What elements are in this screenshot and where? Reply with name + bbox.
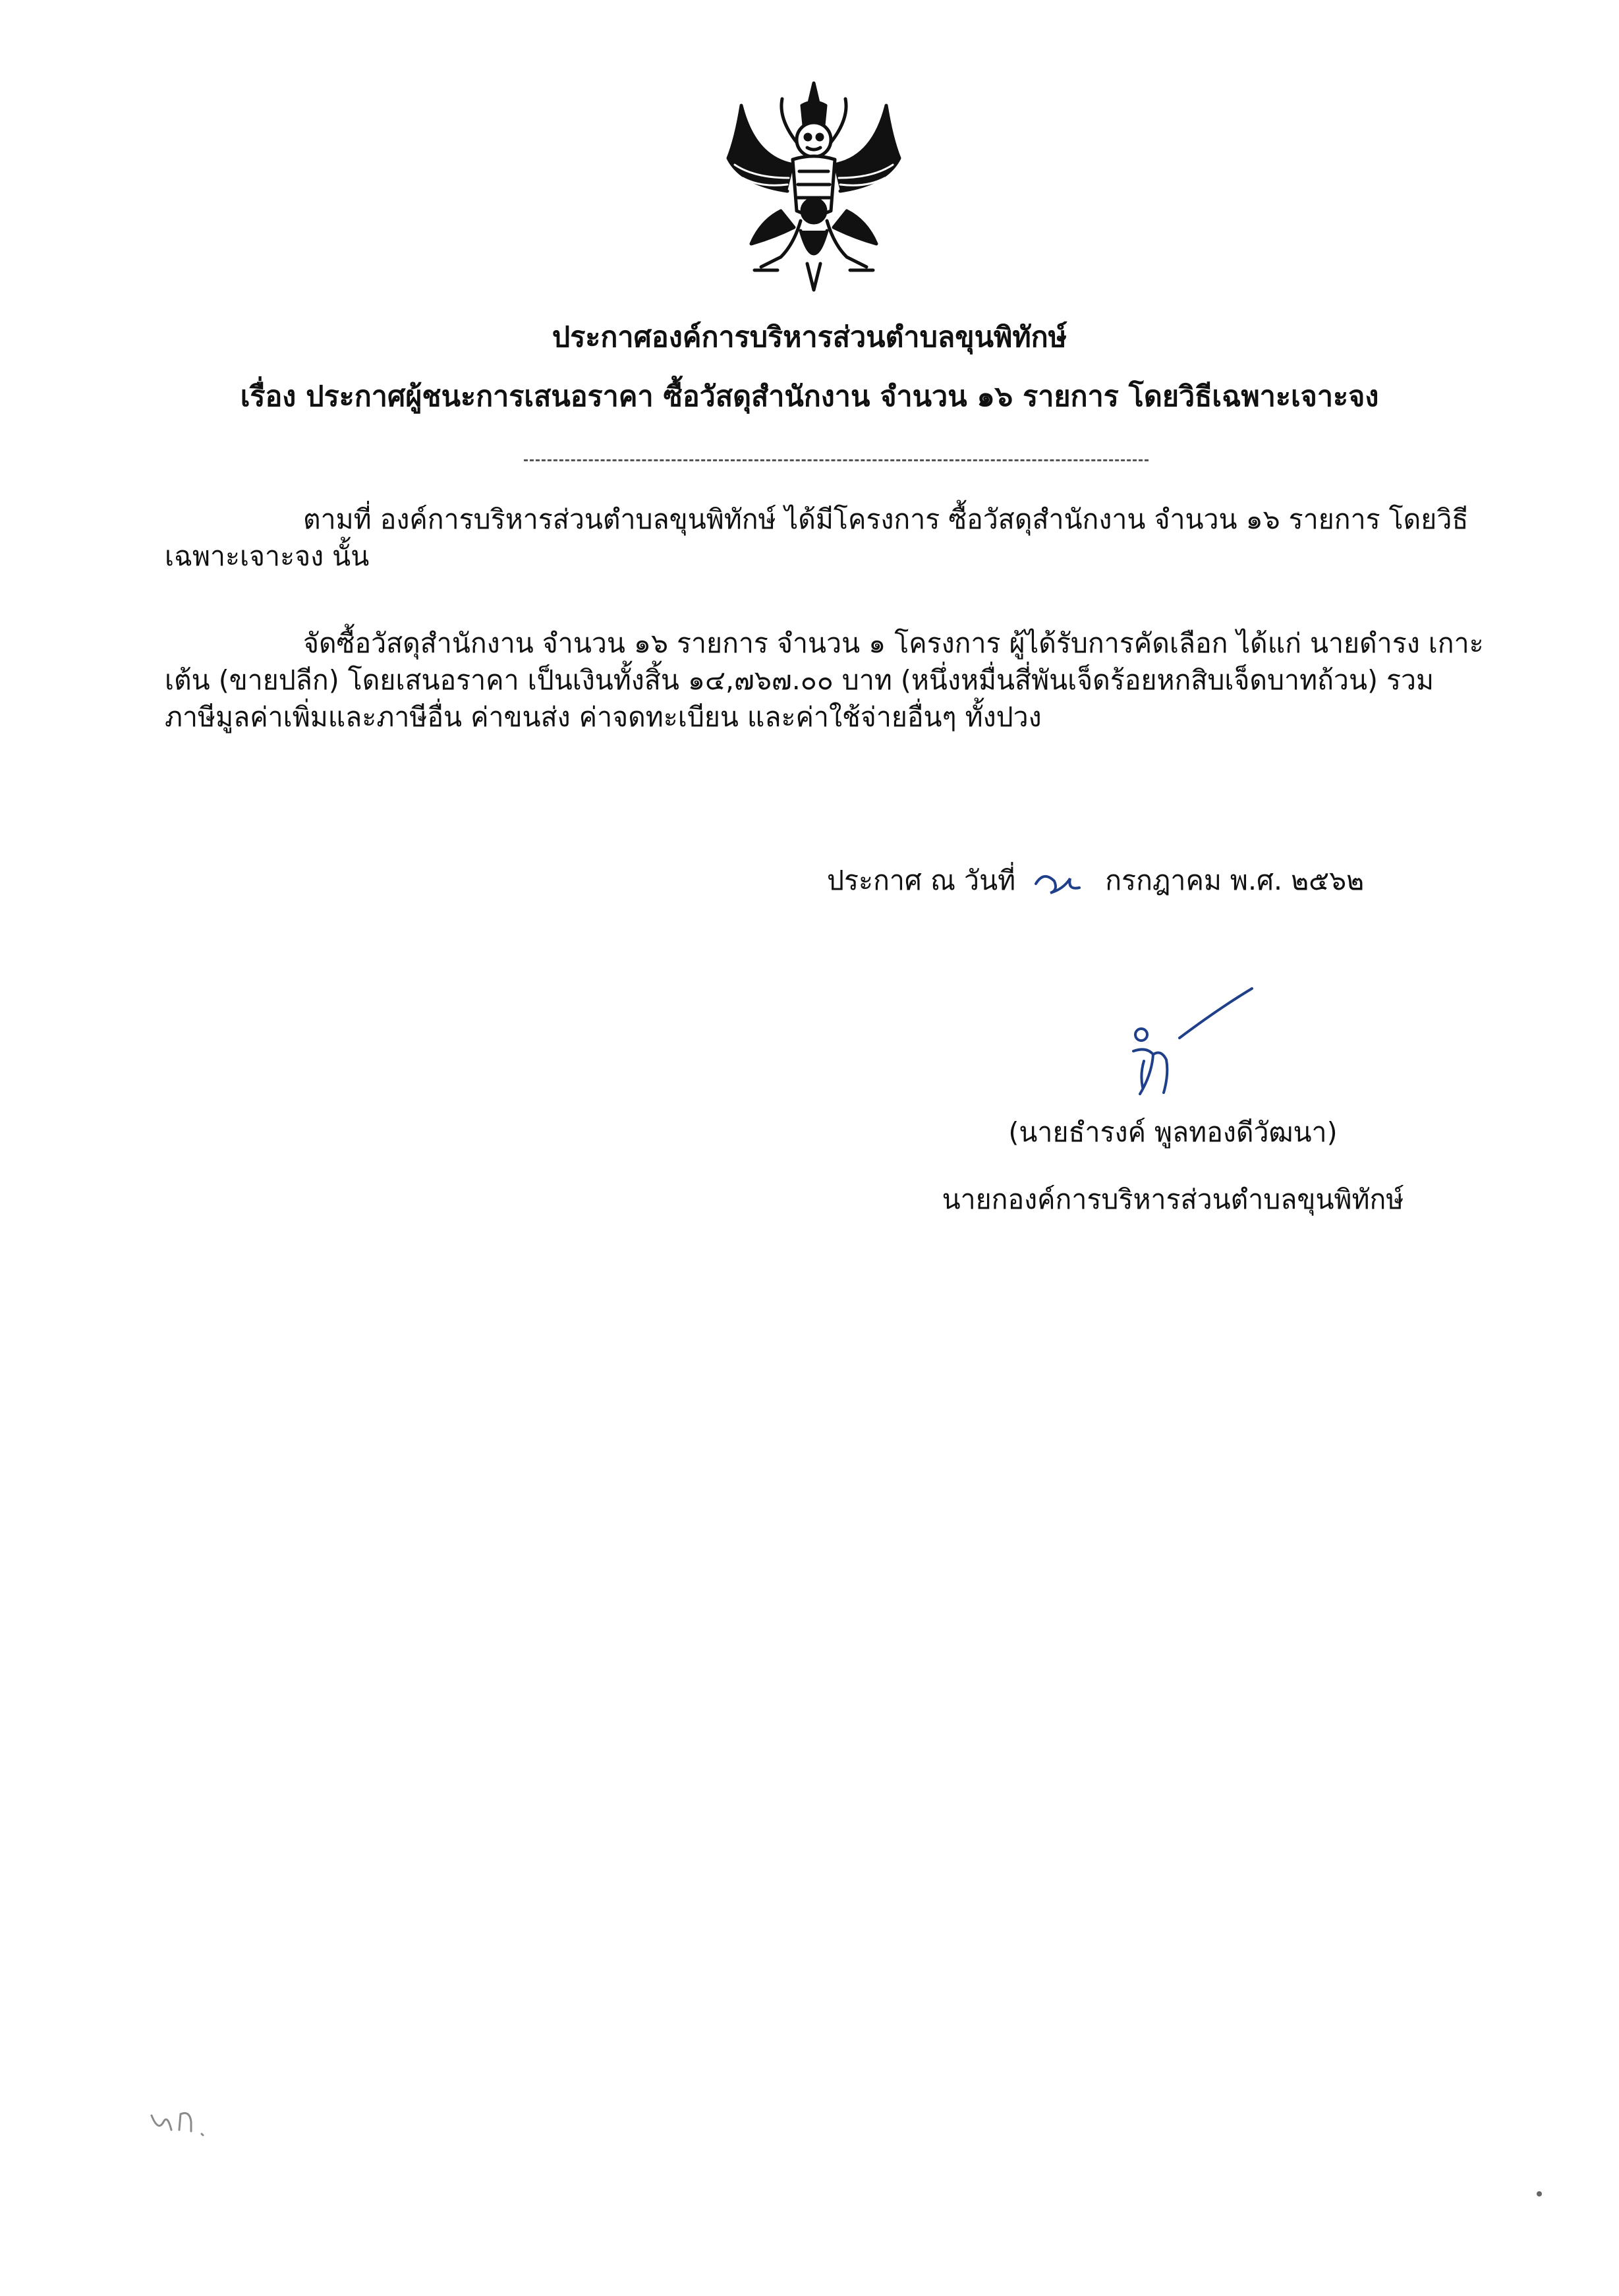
signer-position: นายกองค์การบริหารส่วนตำบลขุนพิทักษ์ bbox=[942, 1184, 1404, 1215]
handwritten-day-mark bbox=[1024, 864, 1096, 901]
announcement-date bbox=[827, 862, 1364, 901]
paragraph-line: ตามที่ องค์การบริหารส่วนตำบลขุนพิทักษ์ ได้มีโครงการ ซื้อวัสดุสำนักงาน จำนวน ๑๖ รายการ โดยวิธี bbox=[303, 503, 1469, 535]
paragraph-project bbox=[165, 501, 1469, 575]
announcement-subject: เรื่อง ประกาศผู้ชนะการเสนอราคา ซื้อวัสดุสำนักงาน จำนวน ๑๖ รายการ โดยวิธีเฉพาะเจาะจง bbox=[240, 380, 1379, 413]
pencil-annotation bbox=[138, 2096, 237, 2148]
garuda-emblem-icon bbox=[715, 79, 913, 297]
paragraph-line: จัดซื้อวัสดุสำนักงาน จำนวน ๑๖ รายการ จำนวน ๑ โครงการ ผู้ได้รับการคัดเลือก ได้แก่ นายดำรง เกาะ bbox=[303, 627, 1484, 659]
paragraph-line: เฉพาะเจาะจง นั้น bbox=[165, 540, 370, 572]
paragraph-line: ภาษีมูลค่าเพิ่มและภาษีอื่น ค่าขนส่ง ค่าจดทะเบียน และค่าใช้จ่ายอื่นๆ ทั้งปวง bbox=[165, 701, 1042, 733]
paragraph-winner bbox=[165, 625, 1484, 735]
handwritten-signature bbox=[1100, 975, 1265, 1107]
paragraph-line: เต้น (ขายปลีก) โดยเสนอราคา เป็นเงินทั้งสิ้น ๑๔,๗๖๗.๐๐ บาท (หนึ่งหมื่นสี่พันเจ็ดร้อยหกสิบเจ็ดบาทถ้วน) รวม bbox=[165, 664, 1434, 696]
date-suffix: กรกฎาคม พ.ศ. ๒๕๖๒ bbox=[1105, 865, 1365, 896]
scan-speck bbox=[1537, 2191, 1542, 2196]
announcement-title: ประกาศองค์การบริหารส่วนตำบลขุนพิทักษ์ bbox=[552, 321, 1067, 354]
signer-name: (นายธำรงค์ พูลทองดีวัฒนา) bbox=[1008, 1116, 1338, 1148]
date-prefix: ประกาศ ณ วันที่ bbox=[827, 865, 1016, 896]
separator-line bbox=[524, 459, 1149, 461]
